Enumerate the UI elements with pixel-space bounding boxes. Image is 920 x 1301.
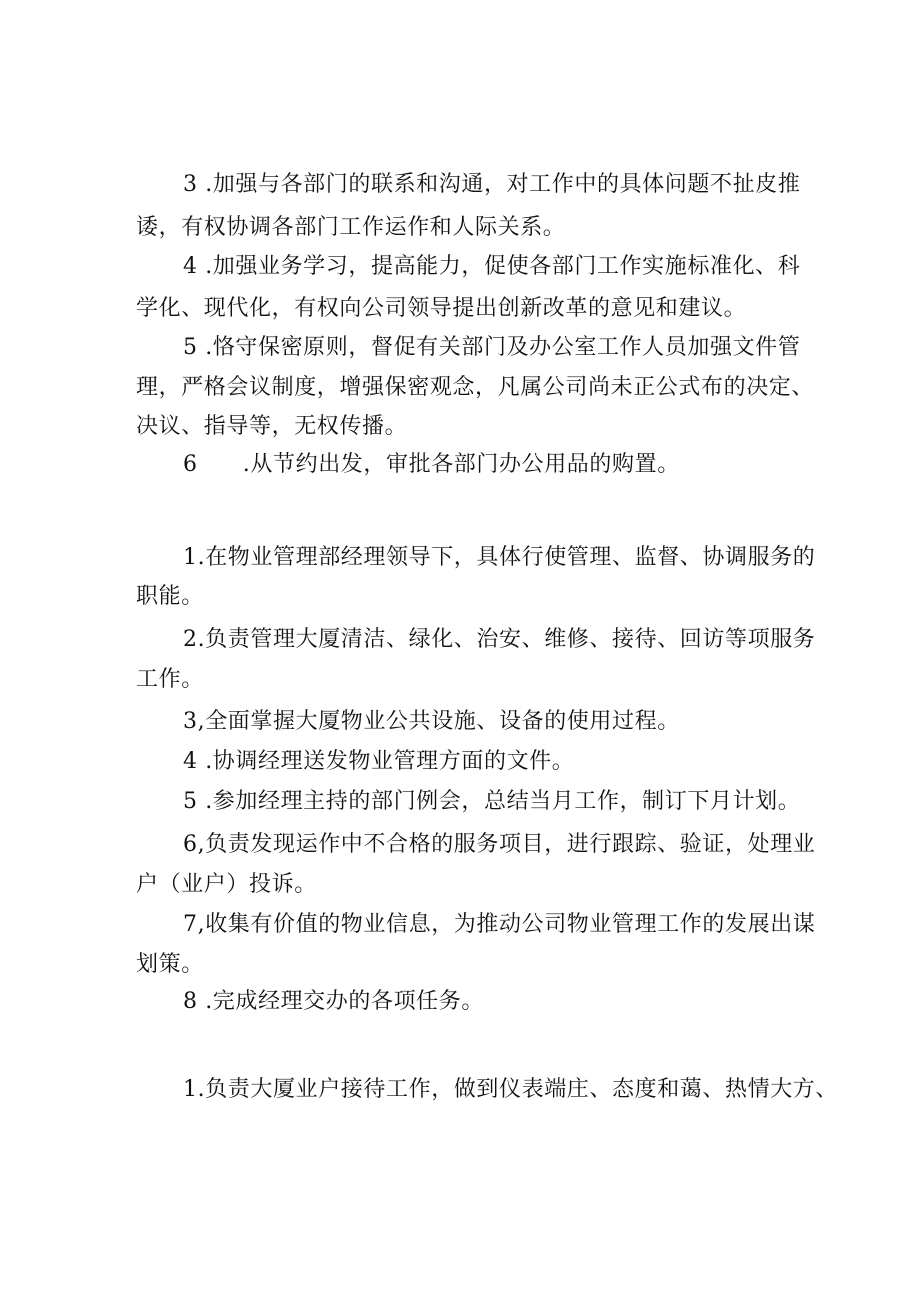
list-item-continuation: 决议、指导等，无权传播。 xyxy=(136,414,408,439)
list-item-continuation: 户（业户）投诉。 xyxy=(136,872,317,897)
list-item-text: 7,收集有价值的物业信息，为推动公司物业管理工作的发展出谋 xyxy=(183,912,816,937)
list-item-continuation: 学化、现代化，有权向公司领导提出创新改革的意见和建议。 xyxy=(136,296,747,321)
list-item-text: 4 .协调经理送发物业管理方面的文件。 xyxy=(183,749,575,774)
list-item-text: 6 .从节约出发，审批各部门办公用品的购置。 xyxy=(183,452,680,477)
list-item-text: 5 .恪守保密原则，督促有关部门及办公室工作人员加强文件管 xyxy=(183,335,801,360)
list-item-continuation: 工作。 xyxy=(136,667,204,692)
list-item-text: 3 .加强与各部门的联系和沟通，对工作中的具体问题不扯皮推 xyxy=(183,172,801,197)
list-item-text: 1.负责大厦业户接待工作，做到仪表端庄、态度和蔼、热情大方、 xyxy=(183,1077,838,1102)
list-item-text: 4 .加强业务学习，提高能力，促使各部门工作实施标准化、科 xyxy=(183,254,801,279)
list-item-text: 6,负责发现运作中不合格的服务项目，进行跟踪、验证，处理业 xyxy=(183,832,816,857)
list-item-text: 8 .完成经理交办的各项任务。 xyxy=(183,989,484,1014)
list-item-text: 1.在物业管理部经理领导下，具体行使管理、监督、协调服务的 xyxy=(183,545,816,570)
list-item-continuation: 理，严格会议制度，增强保密观念，凡属公司尚未正公式布的决定、 xyxy=(136,375,815,400)
list-item-continuation: 诿，有权协调各部门工作运作和人际关系。 xyxy=(136,215,566,240)
list-item-text: 2.负责管理大厦清洁、绿化、治安、维修、接待、回访等项服务 xyxy=(183,627,816,652)
list-item-continuation: 划策。 xyxy=(136,952,204,977)
list-item-continuation: 职能。 xyxy=(136,584,204,609)
list-item-text: 5 .参加经理主持的部门例会，总结当月工作，制订下月计划。 xyxy=(183,789,801,814)
list-item-text: 3,全面掌握大厦物业公共设施、设备的使用过程。 xyxy=(183,709,680,734)
